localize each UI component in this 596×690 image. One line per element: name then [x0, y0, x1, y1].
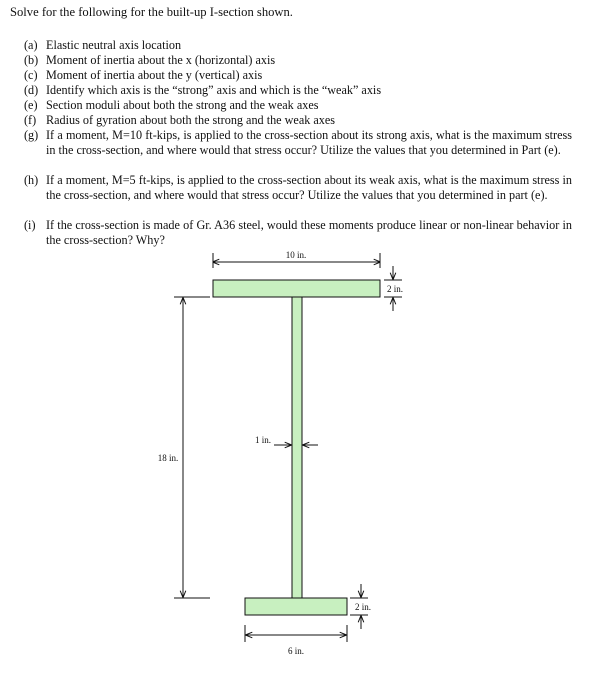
web: [292, 297, 302, 598]
question-label: (i): [24, 218, 36, 232]
question-text: If a moment, M=5 ft-kips, is applied to the cross-section about its weak axis, what is the maximum stress in the cross-section, and where would that stress occur? Utilize the values that you determined in part (e).: [46, 173, 572, 202]
question-text: Moment of inertia about the y (vertical) axis: [46, 68, 263, 82]
bottom-thickness-label: 2 in.: [354, 602, 372, 612]
bottom-width-label: 6 in.: [287, 646, 305, 656]
top-thickness-dimension: [384, 266, 403, 311]
bottom-width-dimension: [245, 625, 347, 656]
question-text: Identify which axis is the “strong” axis and which is the “weak” axis: [46, 83, 382, 97]
question-label: (a): [24, 38, 38, 52]
top-width-label: 10 in.: [285, 250, 307, 260]
question-label: (d): [24, 83, 39, 97]
question-label: (b): [24, 53, 39, 67]
question-label: (c): [24, 68, 38, 82]
question-text: Section moduli about both the strong and the weak axes: [46, 98, 319, 112]
bottom-thickness-dimension: [350, 584, 371, 629]
question-text: Elastic neutral axis location: [46, 38, 182, 52]
top-flange: [213, 280, 380, 297]
question-label: (e): [24, 98, 38, 112]
question-text: If the cross-section is made of Gr. A36 steel, would these moments produce linear or non-linear behavior in the cross-section? Why?: [46, 218, 572, 247]
question-label: (f): [24, 113, 37, 127]
question-text: Moment of inertia about the x (horizontal) axis: [46, 53, 276, 67]
question-label: (h): [24, 173, 39, 187]
question-text: If a moment, M=10 ft-kips, is applied to the cross-section about its strong axis, what is the maximum stress in the cross-section, and where would that stress occur? Utilize the values that you determined in Part (e).: [46, 128, 572, 157]
question-label: (g): [24, 128, 39, 142]
top-width-dimension: [213, 250, 380, 268]
bottom-flange: [245, 598, 347, 615]
height-label: 18 in.: [157, 453, 179, 463]
height-dimension: [158, 297, 210, 598]
top-thickness-label: 2 in.: [386, 284, 404, 294]
web-thickness-dimension: [255, 435, 318, 445]
question-text: Radius of gyration about both the strong and the weak axes: [46, 113, 336, 127]
web-thickness-label: 1 in.: [254, 435, 272, 445]
intro-text: Solve for the following for the built-up I-section shown.: [10, 5, 293, 19]
